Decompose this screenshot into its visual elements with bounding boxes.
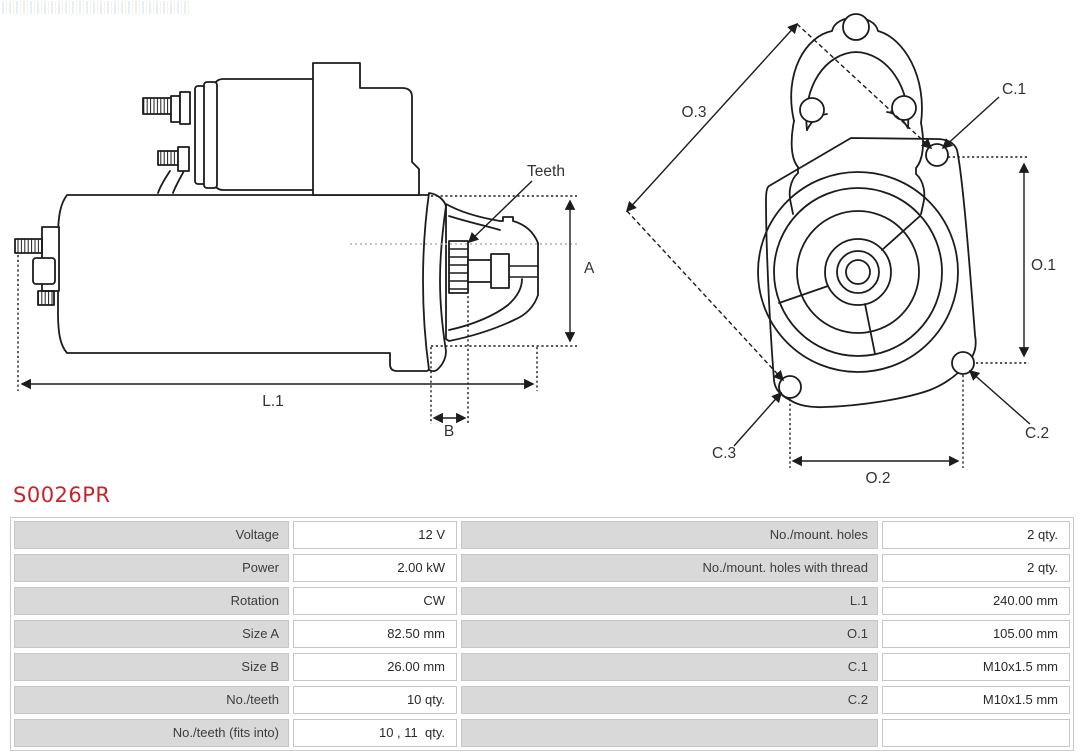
spec-value-mount-holes: 2 qty.: [882, 521, 1070, 549]
bell-right-hole: [892, 96, 916, 120]
side-view-drawing: [15, 63, 538, 371]
spec-label-voltage: Voltage: [14, 521, 289, 549]
bell-left-hole: [800, 98, 824, 122]
spec-label-mount-holes-thread: No./mount. holes with thread: [461, 554, 878, 582]
spec-table: [10, 517, 1074, 751]
spec-value-size-b: 26.00 mm: [293, 653, 457, 681]
spec-value-o1: 105.00 mm: [882, 620, 1070, 648]
mount-bracket: [313, 63, 419, 195]
spec-label-teeth-fits-into: No./teeth (fits into): [14, 719, 289, 747]
spec-value-teeth-fits-into: 10 , 11 qty.: [293, 719, 457, 747]
spec-label-l1: L.1: [461, 587, 878, 615]
terminal-studs: [143, 92, 190, 171]
spec-label-size-a: Size A: [14, 620, 289, 648]
teeth-label: Teeth: [527, 163, 565, 180]
dim-c1-label: C.1: [1002, 81, 1027, 98]
spec-label-size-b: Size B: [14, 653, 289, 681]
dim-a-label: A: [584, 260, 595, 277]
spec-label-empty: [461, 719, 878, 747]
spec-value-size-a: 82.50 mm: [293, 620, 457, 648]
spec-label-o1: O.1: [461, 620, 878, 648]
dim-c2-label: C.2: [1025, 425, 1050, 442]
spec-label-rotation: Rotation: [14, 587, 289, 615]
spec-value-empty: [882, 719, 1070, 747]
rear-studs: [15, 227, 59, 305]
dim-o1-label: O.1: [1031, 257, 1056, 274]
dim-o3-label: O.3: [681, 104, 707, 121]
spec-label-teeth: No./teeth: [14, 686, 289, 714]
spec-value-c1: M10x1.5 mm: [882, 653, 1070, 681]
spec-value-mount-holes-thread: 2 qty.: [882, 554, 1070, 582]
front-view-drawing: [758, 14, 976, 407]
spec-label-power: Power: [14, 554, 289, 582]
spec-label-mount-holes: No./mount. holes: [461, 521, 878, 549]
spec-value-rotation: CW: [293, 587, 457, 615]
spec-label-c1: C.1: [461, 653, 878, 681]
dim-b-label: B: [443, 423, 455, 440]
flange-band: [423, 193, 446, 371]
spec-label-c2: C.2: [461, 686, 878, 714]
bell-top-hole: [843, 14, 869, 40]
dim-l1-label: L.1: [262, 393, 284, 410]
dim-c3-label: C.3: [712, 445, 737, 462]
spec-value-l1: 240.00 mm: [882, 587, 1070, 615]
part-number: S0026PR: [13, 483, 111, 507]
spec-value-teeth: 10 qty.: [293, 686, 457, 714]
dim-o2-label: O.2: [865, 470, 891, 487]
motor-body: [58, 195, 430, 371]
spec-value-power: 2.00 kW: [293, 554, 457, 582]
spec-value-voltage: 12 V: [293, 521, 457, 549]
spec-value-c2: M10x1.5 mm: [882, 686, 1070, 714]
